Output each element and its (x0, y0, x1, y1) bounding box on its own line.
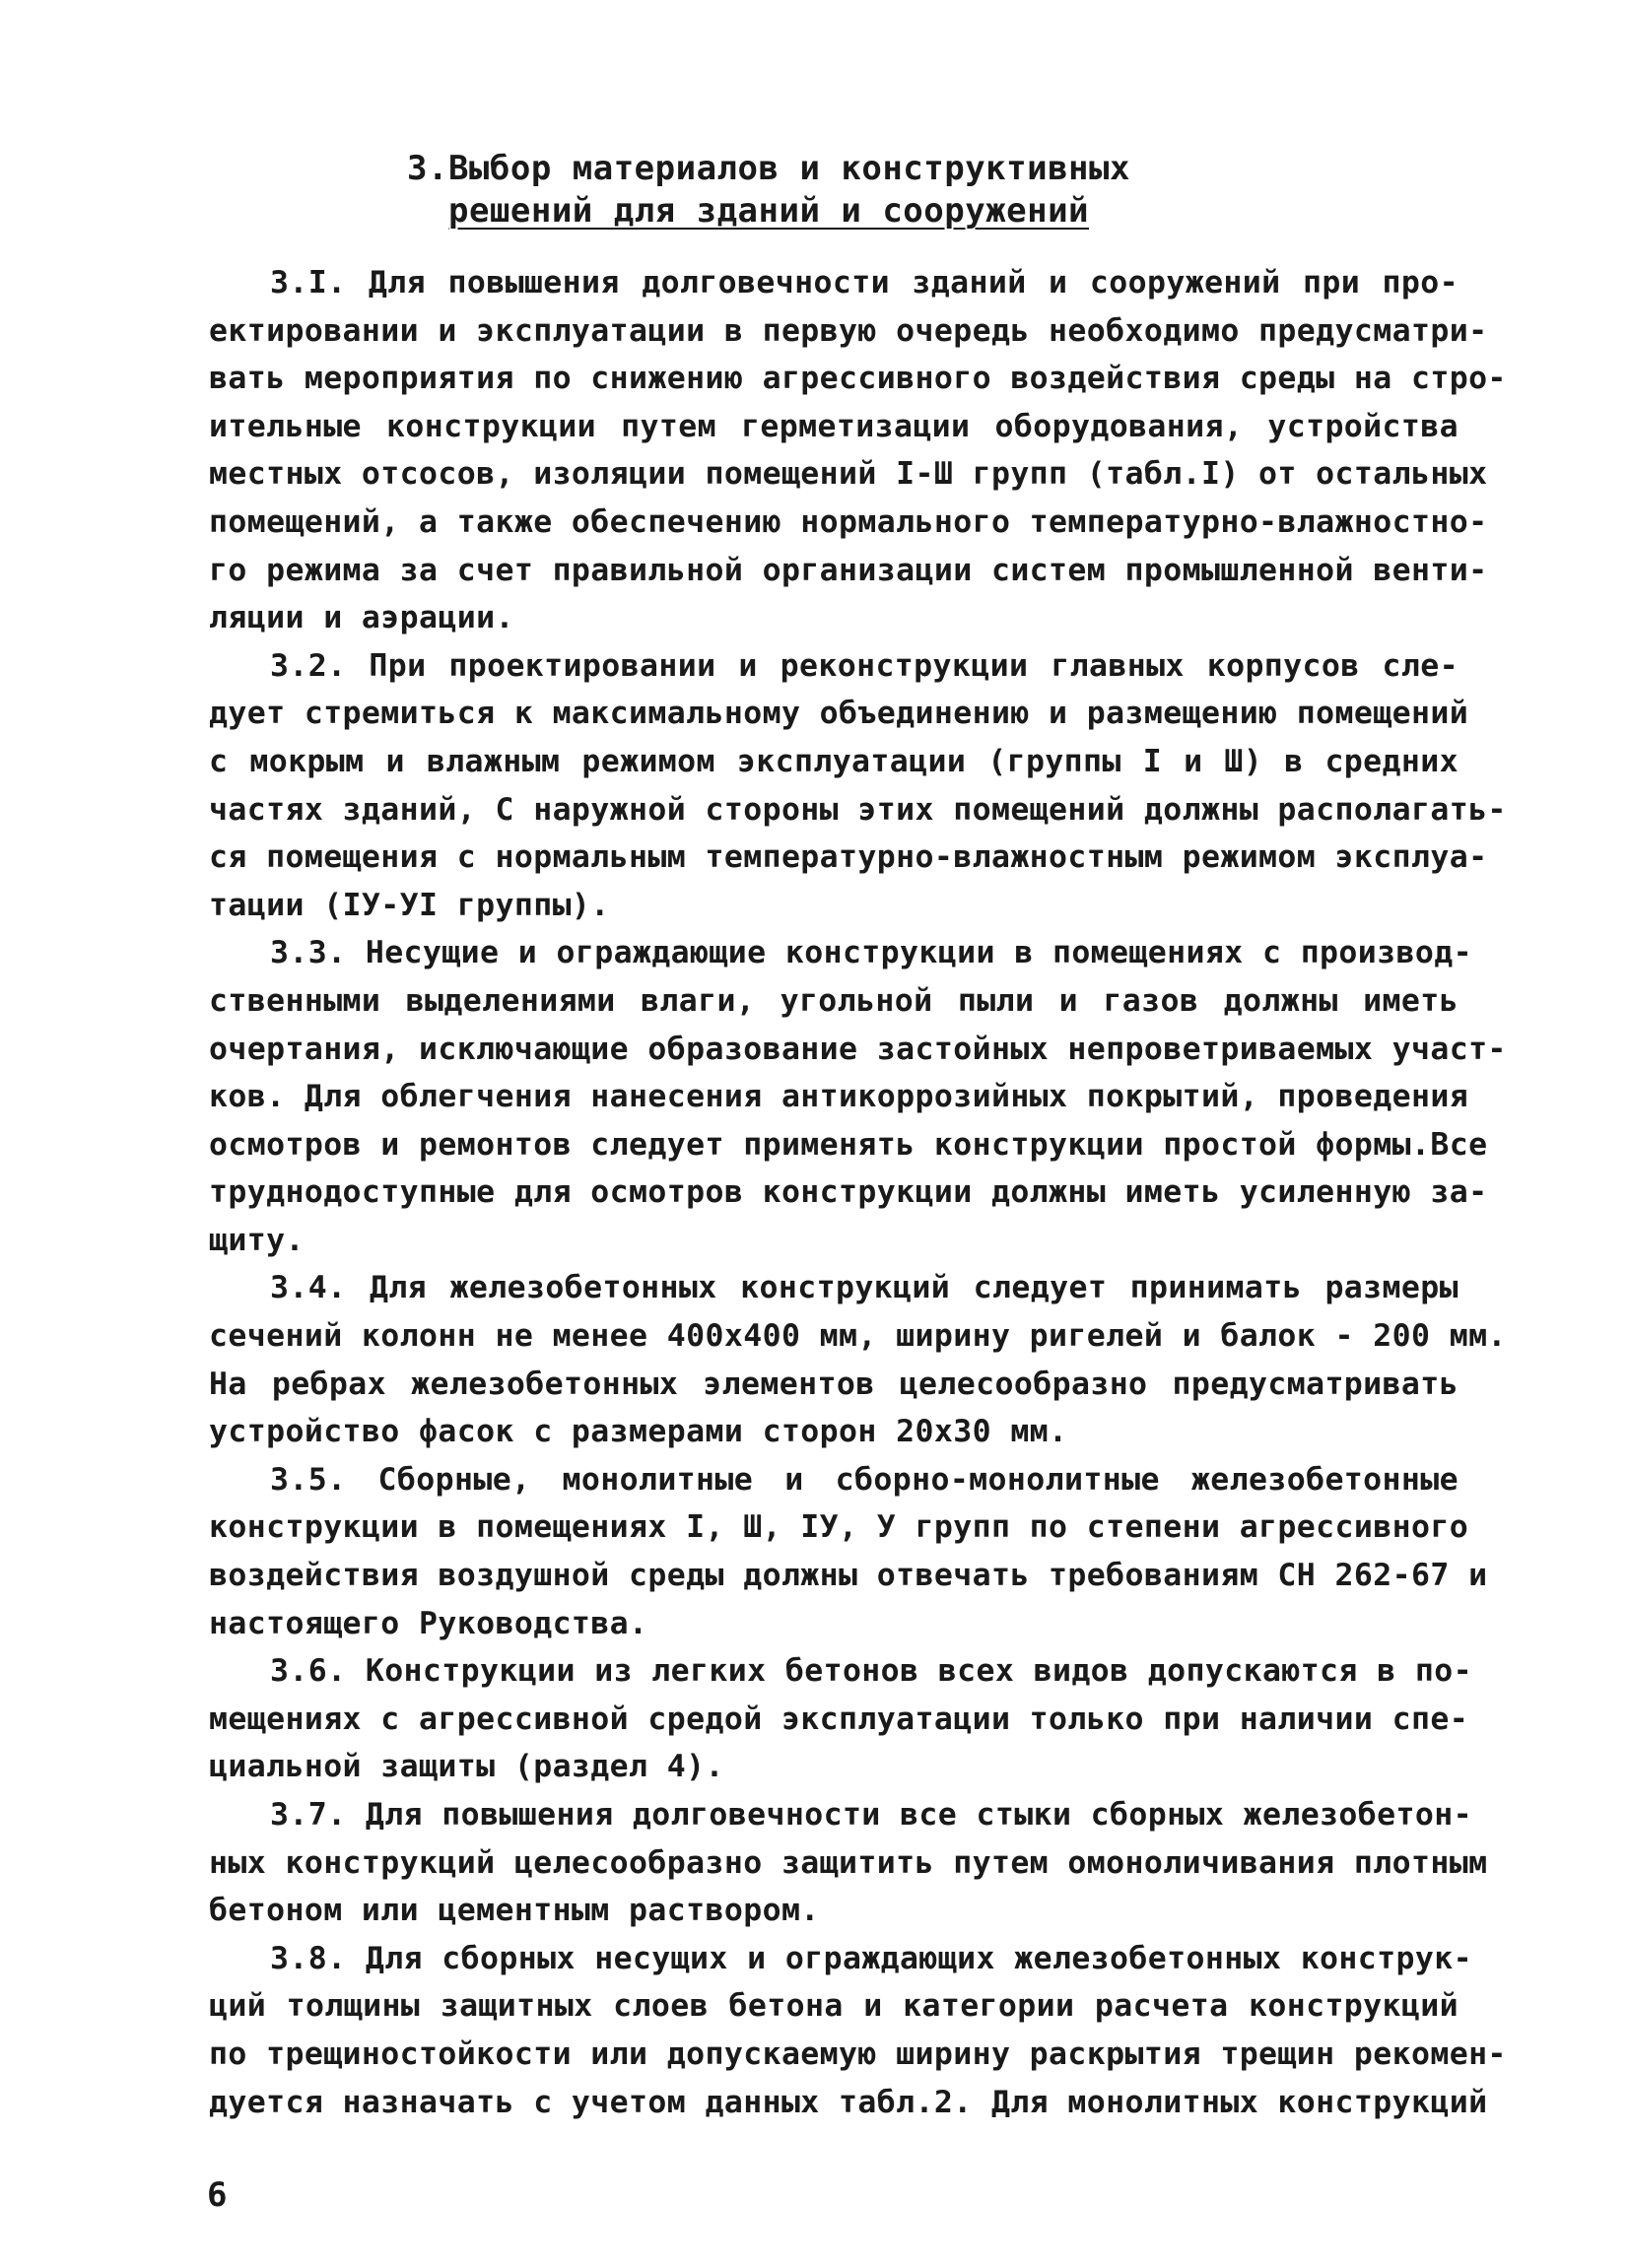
text-line: по трещиностойкости или допускаемую ширину раскрытия трещин рекомен- (209, 2035, 1507, 2072)
text-line: ственными выделениями влаги, угольной пыли и газов должны иметь (209, 982, 1459, 1019)
paragraph (209, 929, 1507, 1264)
paragraph (209, 1791, 1488, 1935)
text-line: дует стремиться к максимальному объединению и размещению помещений (209, 696, 1469, 732)
text-line: бетоном или цементным раствором. (209, 1893, 820, 1929)
text-line: воздействия воздушной среды должны отвечать требованиям СН 262-67 и (209, 1558, 1488, 1594)
text-line: вать мероприятия по снижению агрессивного воздействия среды на стро- (209, 361, 1507, 397)
text-line: местных отсосов, изоляции помещений I-Ш групп (табл.I) от остальных (209, 456, 1488, 493)
text-line: 3.I. Для повышения долговечности зданий и сооружений при про- (270, 265, 1459, 300)
text-line: го режима за счет правильной организации систем промышленной венти- (209, 552, 1488, 588)
text-line: ительные конструкции путем герметизации оборудования, устройства (209, 408, 1459, 444)
paragraph (209, 1935, 1507, 2126)
text-line: 3.6. Конструкции из легких бетонов всех видов допускаются в по- (270, 1653, 1472, 1690)
text-line: с мокрым и влажным режимом эксплуатации (группы I и Ш) в средних (209, 743, 1459, 779)
paragraph (209, 259, 1507, 642)
section-heading (325, 148, 1212, 233)
text-line: ся помещения с нормальным температурно-влажностным режимом эксплуа- (209, 839, 1488, 876)
text-line: На ребрах железобетонных элементов целесообразно предусматривать (209, 1366, 1459, 1402)
paragraph (209, 1264, 1507, 1455)
text-line: ляции и аэрации. (209, 600, 514, 636)
text-line: ных конструкций целесообразно защитить путем омоноличивания плотным (209, 1844, 1488, 1881)
text-line: сечений колонн не менее 400х400 мм, ширину ригелей и балок - 200 мм. (209, 1318, 1507, 1355)
paragraph (209, 1647, 1472, 1791)
text-line: 3.7. Для повышения долговечности все стыки сборных железобетон- (270, 1797, 1472, 1833)
text-line: 3.3. Несущие и ограждающие конструкции в помещениях с производ- (270, 935, 1472, 971)
text-line: конструкции в помещениях I, Ш, IУ, У групп по степени агрессивного (209, 1509, 1469, 1546)
text-line: циальной защиты (раздел 4). (209, 1749, 724, 1785)
text-line: частях зданий, С наружной стороны этих помещений должны располагать- (209, 791, 1507, 828)
text-line: дуется назначать с учетом данных табл.2. Для монолитных конструкций (209, 2084, 1488, 2120)
text-line: щиту. (209, 1222, 305, 1258)
text-line: труднодоступные для осмотров конструкции должны иметь усиленную за- (209, 1174, 1488, 1211)
paragraph (209, 642, 1507, 930)
text-line: мещениях с агрессивной средой эксплуатации только при наличии спе- (209, 1701, 1469, 1737)
text-line: устройство фасок с размерами сторон 20х30 мм. (209, 1414, 1068, 1450)
text-line: 3.8. Для сборных несущих и ограждающих железобетонных конструк- (270, 1940, 1472, 1976)
text-line: очертания, исключающие образование застойных непроветриваемых участ- (209, 1031, 1507, 1067)
text-line: ций толщины защитных слоев бетона и категории расчета конструкций (209, 1988, 1459, 2025)
body-text (209, 259, 1507, 2126)
text-line: настоящего Руководства. (209, 1605, 648, 1641)
text-line: 3.4. Для железобетонных конструкций следует принимать размеры (270, 1270, 1459, 1306)
section-heading-line-1: 3.Выбор материалов и конструктивных (407, 149, 1130, 188)
text-line: осмотров и ремонтов следует применять конструкции простой формы.Все (209, 1126, 1488, 1163)
text-line: 3.2. При проектировании и реконструкции главных корпусов сле- (270, 647, 1459, 684)
text-line: тации (IУ-УI группы). (209, 887, 610, 923)
section-heading-line-2: решений для зданий и сооружений (447, 191, 1090, 231)
text-line: ков. Для облегчения нанесения антикоррозийных покрытий, проведения (209, 1079, 1469, 1115)
text-line: 3.5. Сборные, монолитные и сборно-монолитные железобетонные (270, 1461, 1459, 1498)
paragraph (209, 1456, 1488, 1647)
page-number: 6 (207, 2175, 228, 2215)
text-line: ектировании и эксплуатации в первую очередь необходимо предусматри- (209, 312, 1488, 349)
text-line: помещений, а также обеспечению нормального температурно-влажностно- (209, 503, 1488, 540)
